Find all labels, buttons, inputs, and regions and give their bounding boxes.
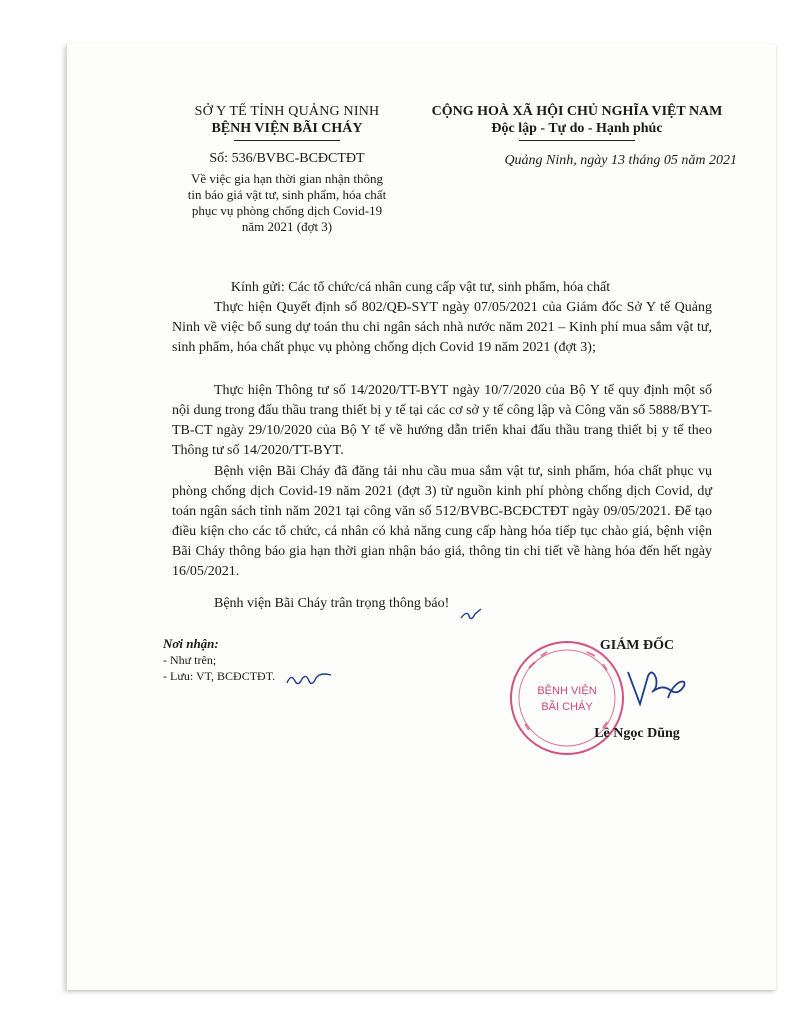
subject-line: Về việc gia hạn thời gian nhận thông — [190, 171, 384, 186]
handwritten-initial — [459, 606, 485, 624]
closing-line: Bệnh viện Bãi Cháy trân trọng thông báo! — [214, 596, 450, 611]
paper-sheet — [66, 44, 776, 990]
subject-line: phục vụ phòng chống dịch Covid-19 — [191, 203, 383, 218]
paragraph: Bệnh viện Bãi Cháy đã đăng tải nhu cầu mua sắm vật tư, sinh phẩm, hóa chất phục vụ phòng chống dịch Covid-19 năm 2021 (đợt 3) từ nguồn kinh phí phòng chống dịch Covid, dự toán ngân sách tỉnh năm 2021 tại công văn số 512/BVBC-BCĐCTĐT ngày 09/05/2021. Để tạo điều kiện cho các tổ chức, cá nhân có khả năng cung cấp hàng hóa tiếp tục chào giá, bệnh viện Bãi Cháy thông báo gia hạn thời gian nhận báo giá, thông tin chi tiết về hàng hóa đến hết ngày 16/05/2021. — [172, 464, 712, 579]
document-number: Số: 536/BVBC-BCĐCTĐT — [209, 151, 365, 166]
paragraph: Thực hiện Thông tư số 14/2020/TT-BYT ngày 10/7/2020 của Bộ Y tế quy định một số nội dung trong đấu thầu trang thiết bị y tế tại các cơ sở y tế công lập và Công văn số 5888/BYT-TB-CT ngày 29/10/2020 của Bộ Y tế về hướng dẫn triển khai đấu thầu trang thiết bị y tế theo Thông tư số 14/2020/TT-BYT. — [172, 383, 712, 458]
subject — [167, 171, 407, 235]
recipients-title: Nơi nhận: — [163, 636, 219, 651]
subject-line: tin báo giá vật tư, sinh phẩm, hóa chất — [187, 187, 387, 202]
motto-underline — [519, 140, 635, 141]
recipient-item: - Như trên; — [163, 653, 217, 667]
greeting: Kính gửi: Các tổ chức/cá nhân cung cấp vật tư, sinh phẩm, hóa chất — [230, 280, 611, 295]
org-name: BỆNH VIỆN BÃI CHÁY — [211, 121, 363, 136]
subject-line: năm 2021 (đợt 3) — [241, 219, 333, 234]
org-parent: SỞ Y TẾ TỈNH QUẢNG NINH — [194, 104, 380, 119]
signature-mark — [622, 664, 692, 714]
nation-title: CỘNG HOÀ XÃ HỘI CHỦ NGHĨA VIỆT NAM — [431, 104, 723, 119]
place-date: Quảng Ninh, ngày 13 tháng 05 năm 2021 — [504, 153, 737, 168]
recipient-item: - Lưu: VT, BCĐCTĐT. — [163, 669, 276, 683]
motto: Độc lập - Tự do - Hạnh phúc — [491, 121, 663, 136]
org-underline — [234, 140, 340, 141]
handwritten-initial — [285, 669, 333, 691]
stamp-text-line: BÃI CHÁY — [541, 701, 593, 713]
paragraph: Thực hiện Quyết định số 802/QĐ-SYT ngày 07/05/2021 của Giám đốc Sở Y tế Quảng Ninh về việc bổ sung dự toán thu chi ngân sách nhà nước năm 2021 – Kinh phí mua sắm vật tư, sinh phẩm, hóa chất phục vụ phòng chống dịch Covid 19 năm 2021 (đợt 3); — [172, 300, 712, 355]
signer-position: GIÁM ĐỐC — [599, 638, 675, 653]
stamp-text-line: BỆNH VIỆN — [537, 685, 597, 697]
signer-name: Lê Ngọc Dũng — [594, 726, 680, 741]
